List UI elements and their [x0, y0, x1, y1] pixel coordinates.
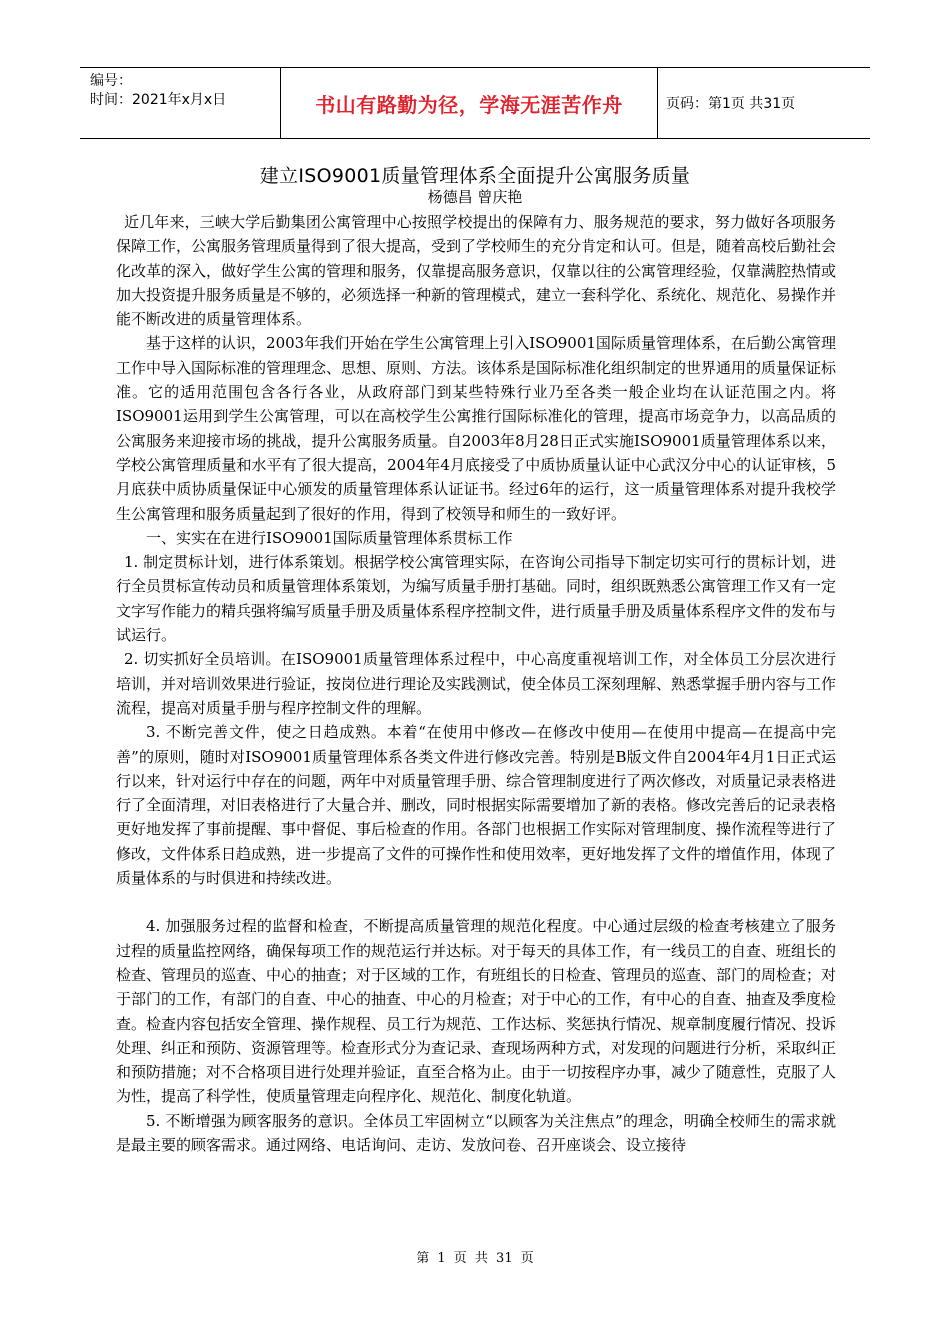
page-footer: 第 1 页 共 31 页 [416, 1251, 534, 1266]
motto-text: 书山有路勤为径，学海无涯苦作舟 [315, 92, 623, 117]
document-authors: 杨德昌 曾庆艳 [427, 188, 523, 206]
paragraph-item-2: 2. 切实抓好全员培训。在ISO9001质量管理体系过程中，中心高度重视培训工作，对全体员工分层次进行培训，并对培训效果进行验证，按岗位进行理论及实践测试，使全体员工深刻理解、熟悉掌握手册内容与工作流程，提高对质量手册与程序控制文件的理解。 [116, 650, 837, 717]
time-label: 时间：2021年x月x日 [90, 92, 227, 108]
paragraph-item-5: 5. 不断增强为顾客服务的意识。全体员工牢固树立“以顾客为关注焦点”的理念，明确全校师生的需求就是最主要的顾客需求。通过网络、电话询问、走访、发放问卷、召开座谈会、设立接待 [116, 1111, 836, 1154]
paragraph-gap [116, 890, 836, 914]
header-left-cell [80, 68, 280, 138]
header-motto-cell [280, 68, 658, 138]
paragraph-item-4: 4. 加强服务过程的监督和检查，不断提高质量管理的规范化程度。中心通过层级的检查考核建立了服务过程的质量监控网络，确保每项工作的规范运行并达标。对于每天的具体工作，有一线员工的自查、班组长的检查、管理员的巡查、中心的抽查；对于区域的工作，有班组长的日检查、管理员的巡查、部门的周检查；对于部门的工作，有部门的自查、中心的抽查、中心的月检查；对于中心的工作，有中心的自查、抽查及季度检查。检查内容包括安全管理、操作规程、员工行为规范、工作达标、奖惩执行情况、规章制度履行情况、投诉处理、纠正和预防、资源管理等。检查形式分为查记录、查现场两种方式，对发现的问题进行分析，采取纠正和预防措施；对不合格项目进行处理并验证，直至合格为止。由于一切按程序办事，减少了随意性，克服了人为性，提高了科学性，使质量管理走向程序化、规范化、制度化轨道。 [116, 917, 837, 1106]
document-body [116, 210, 836, 1157]
page-header [80, 67, 870, 139]
document-title: 建立ISO9001质量管理体系全面提升公寓服务质量 [259, 165, 691, 187]
header-page-cell [658, 68, 870, 138]
paragraph-item-1: 1. 制定贯标计划，进行体系策划。根据学校公寓管理实际，在咨询公司指导下制定切实可行的贯标计划，进行全员贯标宣传动员和质量管理体系策划，为编写质量手册打基础。同时，组织既熟悉公寓管理工作又有一定文字写作能力的精兵强将编写质量手册及质量体系程序控制文件，进行质量手册及质量体系程序文件的发布与试运行。 [116, 553, 837, 645]
page-info: 页码：第1页 共31页 [666, 96, 796, 112]
paragraph-background: 基于这样的认识，2003年我们开始在学生公寓管理上引入ISO9001国际质量管理体系，在后勤公寓管理工作中导入国际标准的管理理念、思想、原则、方法。该体系是国际标准化组织制定的世界通用的质量保证标准。它的适用范围包含各行各业，从政府部门到某些特殊行业乃至各类一般企业均在认证范围之内。将ISO9001运用到学生公寓管理，可以在高校学生公寓推行国际标准化的管理，提高市场竞争力，以高品质的公寓服务来迎接市场的挑战，提升公寓服务质量。自2003年8月28日正式实施ISO9001质量管理体系以来，学校公寓管理质量和水平有了很大提高，2004年4月底接受了中质协质量认证中心武汉分中心的认证审核，5月底获中质协质量保证中心颁发的质量管理体系认证证书。经过6年的运行，这一质量管理体系对提升我校学生公寓管理和服务质量起到了很好的作用，得到了校领导和师生的一致好评。 [116, 334, 837, 523]
number-label: 编号： [90, 73, 132, 89]
paragraph-intro: 近几年来，三峡大学后勤集团公寓管理中心按照学校提出的保障有力、服务规范的要求，努力做好各项服务保障工作，公寓服务管理质量得到了很大提高，受到了学校师生的充分肯定和认可。但是，随着高校后勤社会化改革的深入，做好学生公寓的管理和服务，仅靠提高服务意识，仅靠以往的公寓管理经验，仅靠满腔热情或加大投资提升服务质量是不够的，必须选择一种新的管理模式，建立一套科学化、系统化、规范化、易操作并能不断改进的质量管理体系。 [116, 213, 837, 329]
paragraph-item-3: 3. 不断完善文件，使之日趋成熟。本着“在使用中修改—在修改中使用—在使用中提高—在提高中完善”的原则，随时对ISO9001质量管理体系各类文件进行修改完善。特别是B版文件自2004年4月1日正式运行以来，针对运行中存在的问题，两年中对质量管理手册、综合管理制度进行了两次修改，对质量记录表格进行了全面清理，对旧表格进行了大量合并、删改，同时根据实际需要增加了新的表格。修改完善后的记录表格更好地发挥了事前提醒、事中督促、事后检查的作用。各部门也根据工作实际对管理制度、操作流程等进行了修改，文件体系日趋成熟，进一步提高了文件的可操作性和使用效率，更好地发挥了文件的增值作用，体现了质量体系的与时俱进和持续改进。 [116, 723, 837, 888]
section-heading-1: 一、实实在在进行ISO9001国际质量管理体系贯标工作 [146, 528, 513, 547]
